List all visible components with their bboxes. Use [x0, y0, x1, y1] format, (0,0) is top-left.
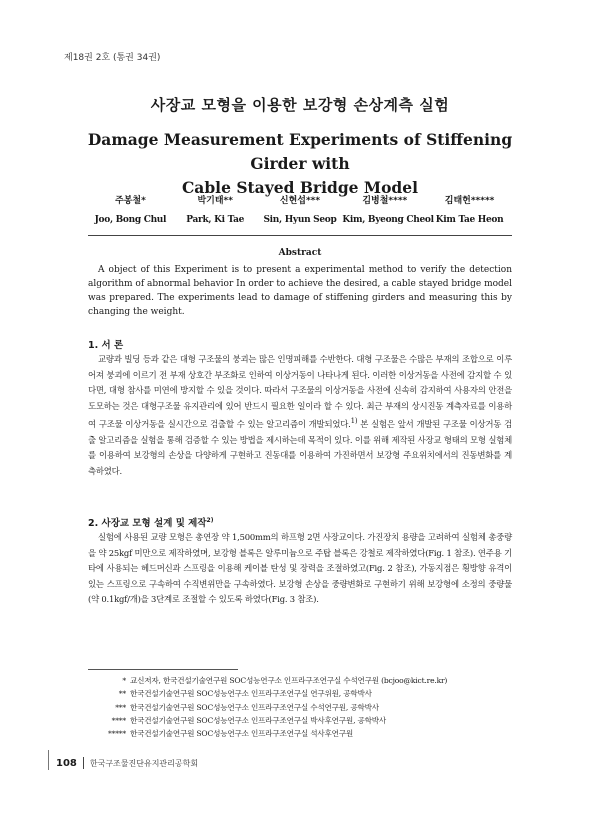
author [427, 193, 512, 225]
footnote-divider [88, 669, 238, 670]
footnote-mark: *** [115, 702, 126, 712]
author-name-english: Kim, Byeong Cheol [342, 215, 434, 225]
footnotes [88, 674, 512, 740]
footnote-text: 한국건설기술연구원 SOC성능연구소 인프라구조연구실 수석연구원, 공학박사 [130, 702, 379, 712]
author-name-korean: 신현섭*** [279, 196, 321, 206]
page-footer [48, 757, 198, 769]
footnote [88, 687, 512, 700]
citation-ref: 1) [350, 417, 358, 426]
title-english-line-1: Damage Measurement Experiments of Stiffening Girder with [87, 130, 513, 173]
section-2-title: 2. 사장교 모형 설계 및 제작 [88, 518, 207, 529]
author-name-english: Joo, Bong Chul [94, 215, 167, 225]
author-name-english: Kim Tae Heon [435, 215, 504, 225]
footnote [88, 714, 512, 727]
abstract-heading: Abstract [278, 248, 322, 258]
running-head: 제18권 2호 (통권 34권) [64, 53, 161, 63]
section-1-text: 교량과 빌딩 등과 같은 대형 구조물의 붕괴는 많은 인명피해를 수반한다. 대형 구조물은 수많은 부재의 조합으로 이루어져 붕괴에 이르기 전 부재 상호간 부조화로 인하여 이상거동이 나타나게 된다. 이러한 이상거동을 사전에 감지할 수 있다면, 대형 참사를 미연에 방지할 수 있을 것이다. 따라서 구조물의 이상거동을 사전에 신속히 감지하여 사용자의 안전을 도모하는 것은 대형구조물 유지관리에 있어 반드시 필요한 일이라 할 수 있다. 최근 부재의 상시진동 계측자료를 이용하여 구조물 이상거동을 실시간으로 검출할 수 있는 알고리즘이 개발되었다. [88, 354, 512, 430]
author-name-english: Sin, Hyun Seop [263, 215, 337, 225]
footnote-text: 한국건설기술연구원 SOC성능연구소 인프라구조연구실 연구위원, 공학박사 [130, 689, 372, 699]
author [88, 193, 173, 225]
abstract-text: A object of this Experiment is to present a experimental method to verify the detection algorithm of abnormal behavior In order to achieve the desired, a cable stayed bridge model was prepared. The experiments lead to damage of stiffening girders and measuring this by changing the weight. [88, 265, 512, 317]
footnote-text: 교신저자, 한국건설기술연구원 SOC성능연구소 인프라구조연구실 수석연구원 (bcjoo@kict.re.kr) [130, 676, 448, 685]
journal-name: 한국구조물진단유지관리공학회 [89, 758, 199, 768]
footnote [88, 727, 512, 740]
author [173, 193, 258, 225]
divider [88, 235, 512, 236]
footnote-mark: ** [118, 689, 126, 699]
footnote [88, 701, 512, 714]
footnote-mark: ***** [108, 729, 126, 739]
title-korean: 사장교 모형을 이용한 보강형 손상계측 실험 [150, 96, 450, 114]
footnote-text: 한국건설기술연구원 SOC성능연구소 인프라구조연구실 석사후연구원 [130, 729, 354, 739]
title-english [70, 128, 530, 200]
section-1-body [88, 352, 512, 480]
author [258, 193, 343, 225]
footnote-mark: **** [111, 715, 126, 725]
footer-separator [83, 757, 84, 769]
author-name-korean: 박기태** [197, 196, 233, 206]
page-number: 108 [56, 757, 77, 769]
footnote [88, 674, 512, 687]
footnote-text: 한국건설기술연구원 SOC성능연구소 인프라구조연구실 박사후연구원, 공학박사 [130, 715, 387, 725]
author-name-korean: 김태헌***** [444, 196, 495, 206]
section-2-heading [88, 515, 213, 529]
author-name-english: Park, Ki Tae [186, 215, 245, 225]
footnote-mark: * [122, 676, 126, 685]
section-1-text-continued: 본 실험은 앞서 개발된 구조물 이상거동 검출 알고리즘을 실험을 통해 검증할 수 있는 방법을 제시하는데 목적이 있다. 이를 위해 제작된 사장교 형태의 모형 실험체를 이용하여 보강형의 손상을 다양하게 구현하고 진동대를 이용하여 가진하면서 보강형 주요위치에서의 진동변화를 계측하였다. [88, 419, 512, 476]
section-2-body: 실험에 사용된 교량 모형은 총연장 약 1,500mm의 하프형 2면 사장교이다. 가진장치 용량을 고려하여 실험체 총중량을 약 25kgf 미만으로 제작하였며, 보강형 블록은 알루미늄으로 주탑 블록은 강철로 제작하였다(Fig. 1 참조). 연주용 기타에 사용되는 헤드머신과 스프링을 이용해 케이블 탄성 및 장력을 조절하였고(Fig. 2 참조), 가동지점은 횡방향 유격이 있는 스프링으로 구속하여 수직변위만을 구속하였다. 보강형 손상을 중량변화로 구현하기 위해 보강형에 소정의 중량물(약 0.1kgf/개)을 3단계로 조절할 수 있도록 하였다(Fig. 3 참조). [88, 532, 512, 605]
author [342, 193, 434, 225]
author-name-korean: 주봉철* [115, 196, 146, 206]
author-name-korean: 김병철**** [362, 196, 408, 206]
author-list [88, 193, 512, 225]
citation-ref: 2) [206, 516, 214, 524]
section-1-heading: 1. 서 론 [88, 340, 124, 351]
title-english-line-2: Cable Stayed Bridge Model [181, 178, 419, 197]
